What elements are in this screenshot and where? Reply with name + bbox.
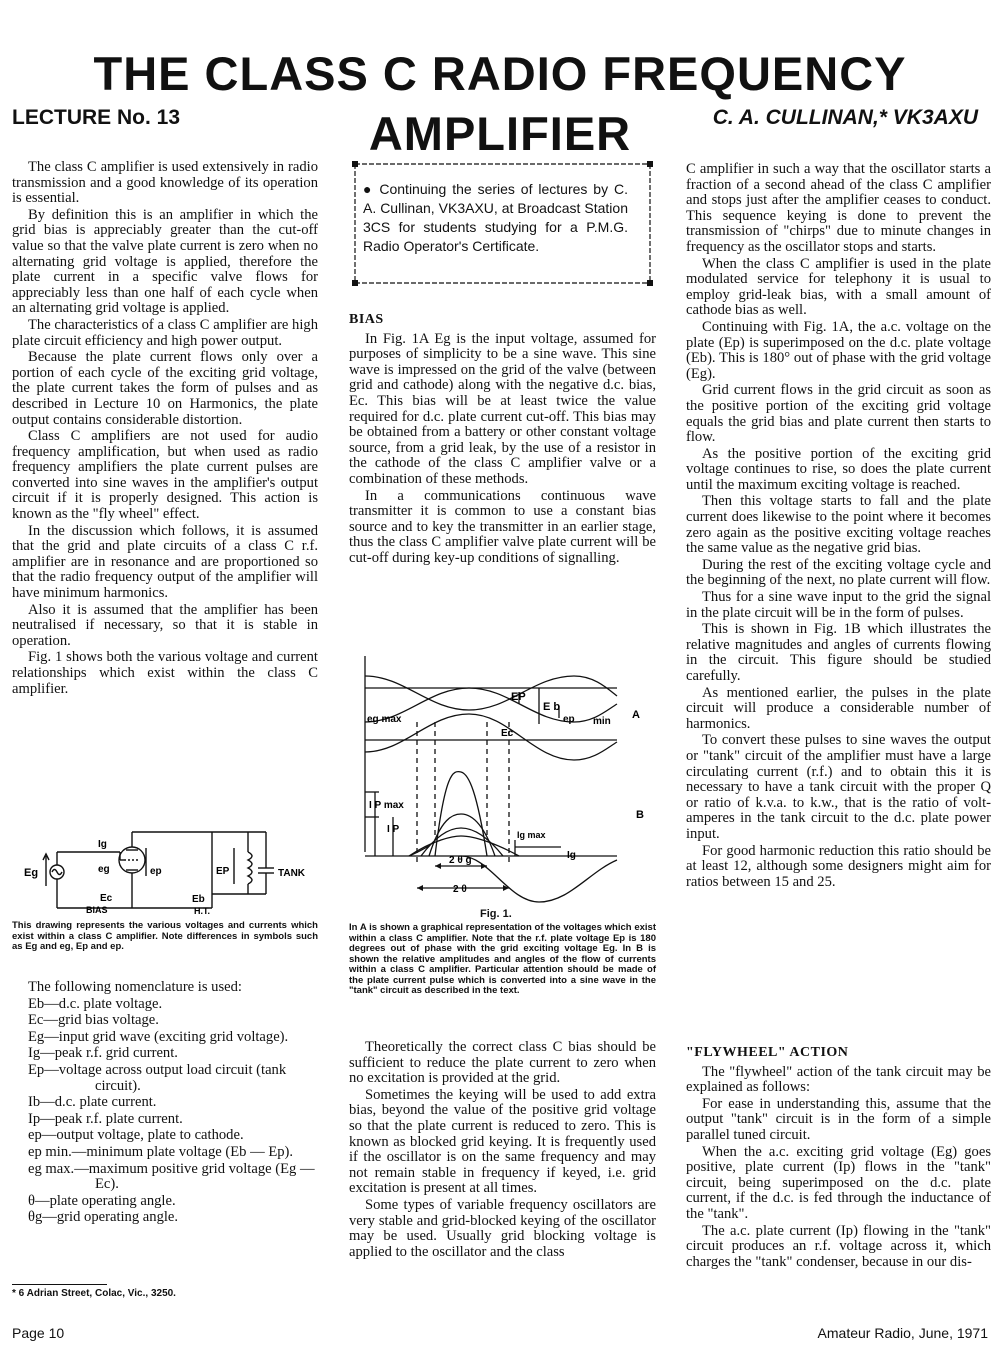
paragraph: For good harmonic reduction this ratio should be at least 12, although some designers might aim for ratios between 15 and 25. (686, 842, 991, 890)
paragraph: To convert these pulses to sine waves the output or "tank" circuit of the amplifier must have a large circulating current (r.f.) and to obtain this it is necessary to have a tank circuit with the proper Q or ratio of k.v.a. to k.w., that is the ratio of volt-amperes in the tank circuit to the d.c. plate power input. (686, 732, 991, 842)
paragraph: For ease in understanding this, assume that the output "tank" circuit is in the form of a simple parallel tuned circuit. (686, 1095, 991, 1143)
paragraph: In a communications continuous wave transmitter it is common to use a constant bias source and to key the transmitter in an earlier stage, thus the class C amplifier valve plate current will be cut-off during key-up conditions of signalling. (349, 487, 656, 566)
paragraph: During the rest of the exciting voltage cycle and the beginning of the next, no plate current will flow. (686, 556, 991, 589)
figure-label: E b (543, 701, 561, 713)
list-item: ep—output voltage, plate to cathode. (28, 1127, 244, 1144)
figure-label: eg max (367, 714, 402, 725)
paragraph: The "flywheel" action of the tank circuit may be explained as follows: (686, 1063, 991, 1096)
column-3 (686, 162, 991, 891)
paragraph: Grid current flows in the grid circuit as soon as the positive portion of the exciting grid voltage equals the grid bias and plate current then starts to flow. (686, 382, 991, 446)
figure-label: 2 θ (453, 884, 467, 895)
paragraph: Continuing with Fig. 1A, the a.c. voltage on the plate (Ep) is superimposed on the d.c. plate voltage (Eb). This is 180° out of phase with the grid voltage (Eg). (686, 318, 991, 382)
figure-label: I P (387, 824, 400, 835)
figure-number: Fig. 1. (480, 908, 512, 920)
circuit-label: Eb (192, 894, 205, 905)
article-title: THE CLASS C RADIO FREQUENCY AMPLIFIER (93, 47, 907, 160)
circuit-label: ep (150, 866, 162, 877)
figure-label: EP (511, 691, 526, 703)
figure-label: Ec (501, 728, 514, 739)
list-item: θ—plate operating angle. (28, 1192, 176, 1209)
paragraph: C amplifier in such a way that the oscillator starts a fraction of a second ahead of the class C amplifier and stops just after the amplifier ceases to conduct. This sequence keying is done to prevent the transmission of "chirps" due to minute changes in frequency as the oscillator stops and starts. (686, 161, 991, 255)
series-note: ● Continuing the series of lectures by C. A. Cullinan, VK3AXU, at Broadcast Station 3CS for students studying for a P.M.G. Radio Operator's Certificate. (363, 181, 628, 254)
circuit-diagram (12, 822, 318, 920)
figure-label: A (632, 709, 640, 721)
column-3-flywheel (686, 1045, 991, 1271)
paragraph: Fig. 1 shows both the various voltage and current relationships which exist within the class C amplifier. (12, 649, 318, 697)
list-item: θg—grid operating angle. (28, 1209, 179, 1226)
figure-label: B (636, 809, 644, 821)
paragraph: When the a.c. exciting grid voltage (Eg) goes positive, plate current (Ip) flows in the "tank" circuit, being superimposed on the d.c. plate current, if the d.c. is fed through the inductance of the "tank". (686, 1143, 991, 1222)
list-item: Ep—voltage across output load circuit (tank circuit). (28, 1061, 287, 1094)
circuit-label: Ig (98, 839, 107, 850)
series-box (349, 160, 656, 287)
paragraph: Thus for a sine wave input to the grid the signal in the plate circuit will be in the form of pulses. (686, 589, 991, 621)
paragraph: As the positive portion of the exciting grid voltage continues to rise, so does the plate current until the maximum exciting voltage is reached. (686, 445, 991, 493)
section-heading: "FLYWHEEL" ACTION (686, 1045, 849, 1060)
paragraph: Sometimes the keying will be used to add extra bias, beyond the value of the positive grid voltage so that the plate current is reduced to zero. This is known as blocked grid keying. It is frequently used if the oscillator is on the same frequency and may not remain stable in frequency if keyed, i.e. grid excitation is present at all times. (349, 1086, 656, 1197)
circuit-label: Eg (24, 867, 39, 879)
nomenclature-list (12, 980, 318, 1227)
paragraph: As mentioned earlier, the pulses in the plate circuit will produce a considerable number of harmonics. (686, 684, 991, 732)
footnote-rule (12, 1284, 107, 1285)
figure-label: Ig (567, 850, 576, 861)
list-item: Eb—d.c. plate voltage. (28, 995, 163, 1012)
figure-label: min (593, 716, 611, 727)
list-item: eg max.—maximum positive grid voltage (Eg — Ec). (28, 1160, 315, 1193)
paragraph: In Fig. 1A Eg is the input voltage, assumed for purposes of simplicity to be a sine wave. This sine wave is impressed on the grid of the valve (between grid and cathode) along with the negative d.c. bias, Ec. This bias will be at least twice the value required for d.c. plate current cut-off. This bias may be obtained from a battery or other constant voltage source, from a grid leak, by the use of a resistor in the cathode of the class C amplifier valve or a combination of these methods. (349, 330, 656, 487)
circuit-label: eg (98, 864, 110, 875)
page-number: Page 10 (12, 1325, 65, 1341)
figure-1 (349, 652, 656, 908)
figure-caption: In A is shown a graphical representation of the voltages which exist within a class C amplifier. Note that the r.f. plate voltage Ep is 180 degrees out of phase with the grid exciting voltage Eg. In B is shown the relative amplitudes and angles of the flow of currents within a class C amplifier. Particular attention should be made of the plate current pulse which is converted into a sine wave in the "tank" circuit as described in the text. (349, 922, 656, 996)
paragraph: Then this voltage starts to fall and the plate current does likewise to the point where it becomes zero again as the positive exciting voltage reaches the same value as the negative grid bias. (686, 493, 991, 557)
circuit-label: EP (216, 866, 230, 877)
paragraph: In the discussion which follows, it is assumed that the grid and plate circuits of a class C r.f. amplifier are in resonance and are proportioned so that the radio frequency output of the amplifier will have minimum harmonics. (12, 522, 318, 602)
figure-label: I P max (369, 800, 404, 811)
circuit-label: Ec (100, 893, 113, 904)
magazine-issue: Amateur Radio, June, 1971 (817, 1325, 988, 1341)
column-2-continued (349, 1040, 656, 1261)
paragraph: Theoretically the correct class C bias should be sufficient to reduce the plate current to zero when no excitation is provided at the grid. (349, 1039, 656, 1087)
paragraph: By definition this is an amplifier in which the grid bias is appreciably greater than the cut-off value so that the valve plate current is zero when no alternating grid voltage is applied, therefore the plate current in a specific valve flows for appreciably less than one half of each cycle when an alternating grid voltage is applied. (12, 206, 318, 317)
list-item: Ib—d.c. plate current. (28, 1094, 157, 1111)
paragraph: Some types of variable frequency oscillators are very stable and grid-blocked keying of the oscillator may be used. Usually grid blocking voltage is applied to the oscillator and the class (349, 1196, 656, 1260)
list-item: Ec—grid bias voltage. (28, 1012, 159, 1029)
list-item: Ip—peak r.f. plate current. (28, 1110, 183, 1127)
list-item: ep min.—minimum plate voltage (Eb — Ep). (28, 1143, 294, 1160)
circuit-label: H.T. (194, 906, 211, 916)
circuit-label: BIAS (86, 905, 108, 915)
column-1 (12, 160, 318, 698)
circuit-caption: This drawing represents the various voltages and currents which exist within a class C amplifier. Note differences in symbols such as Eg and eg, Ep and ep. (12, 920, 318, 952)
circuit-label: TANK (278, 868, 306, 879)
nomenclature-intro: The following nomenclature is used: (28, 979, 242, 995)
column-2 (349, 312, 656, 568)
paragraph: When the class C amplifier is used in the plate modulated service for telephony it is usual to employ grid-leak bias, with a small amount of cathode bias as well. (686, 255, 991, 319)
figure-label: ep (563, 714, 575, 725)
paragraph: The characteristics of a class C amplifier are high plate circuit efficiency and high power output. (12, 316, 318, 349)
paragraph: Because the plate current flows only over a portion of each cycle of the exciting grid voltage, the plate current takes the form of pulses and as described in Lecture 10 on Harmonics, the plate output contains considerable distortion. (12, 349, 318, 428)
paragraph: Class C amplifiers are not used for audio frequency amplification, but when used as radio frequency amplifiers the plate current pulses are converted into sine waves in the amplifier's output circuit if it is properly designed. This action is known as the "fly wheel" effect. (12, 428, 318, 523)
lecture-number: LECTURE No. 13 (12, 106, 181, 129)
paragraph: Also it is assumed that the amplifier has been neutralised if necessary, so that it is stable in operation. (12, 601, 318, 649)
paragraph: This is shown in Fig. 1B which illustrates the relative magnitudes and angles of currents flowing in the circuit. This figure should be studied carefully. (686, 621, 991, 684)
figure-label: Ig max (517, 830, 546, 840)
list-item: Ig—peak r.f. grid current. (28, 1045, 178, 1062)
author-byline: C. A. CULLINAN,* VK3AXU (712, 106, 978, 129)
paragraph: The a.c. plate current (Ip) flowing in the "tank" circuit produces an r.f. voltage across it, which charges the "tank" condenser, because in our dis- (686, 1222, 991, 1270)
footnote: * 6 Adrian Street, Colac, Vic., 3250. (12, 1288, 176, 1299)
figure-label: 2 θ g (449, 855, 472, 866)
section-heading: BIAS (349, 312, 384, 327)
paragraph: The class C amplifier is used extensively in radio transmission and a good knowledge of its operation is essential. (12, 159, 318, 207)
list-item: Eg—input grid wave (exciting grid voltage). (28, 1028, 289, 1045)
